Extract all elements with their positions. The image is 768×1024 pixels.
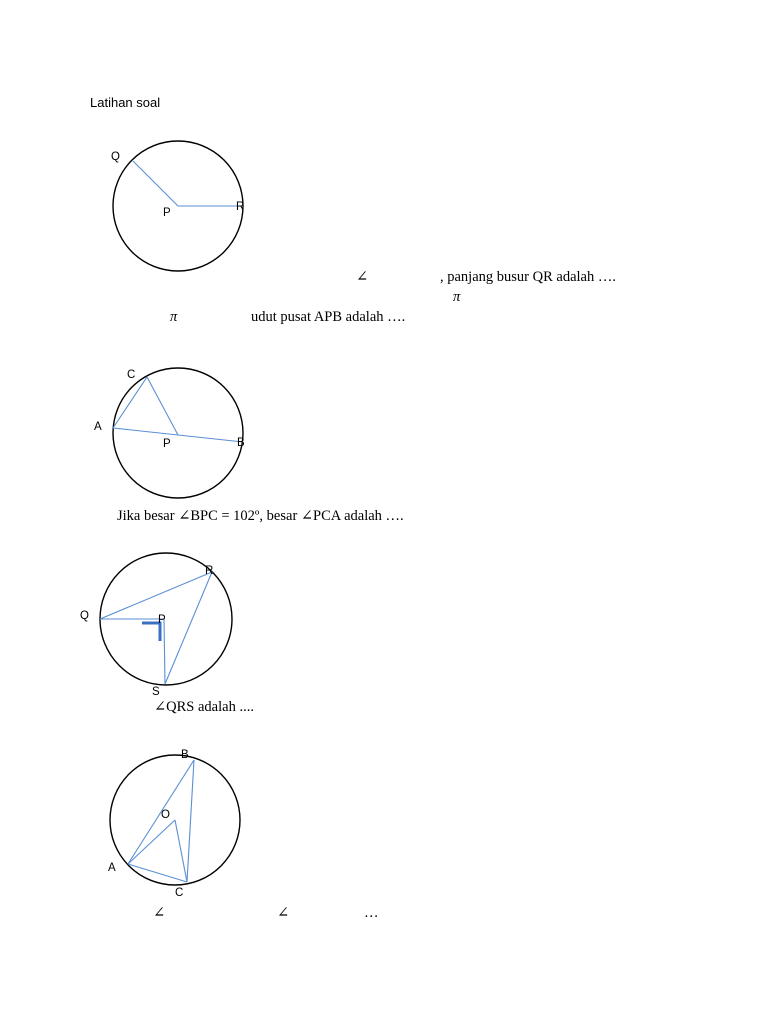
figure-3-label-q: Q bbox=[80, 610, 89, 622]
problem-1-pi-symbol-line-3: π bbox=[170, 309, 178, 325]
problem-1-pi-symbol-line-2: π bbox=[453, 289, 461, 305]
figure-3-label-p: P bbox=[158, 614, 166, 626]
figure-1-label-p: P bbox=[163, 207, 171, 219]
figure-3-label-r: R bbox=[205, 565, 214, 577]
figure-2-label-c: C bbox=[127, 369, 136, 381]
figure-3-label-s: S bbox=[152, 686, 160, 698]
figure-1-label-r: R bbox=[236, 201, 245, 213]
problem-3-text: ∠QRS adalah .... bbox=[154, 699, 254, 715]
figure-4-radius-oc bbox=[175, 820, 187, 882]
figure-4-label-b: B bbox=[181, 749, 189, 761]
problem-1-text-line-3: udut pusat APB adalah …. bbox=[251, 309, 406, 325]
figure-2-label-b: B bbox=[237, 437, 245, 449]
problem-4-angle-symbol-1: ∠ bbox=[153, 905, 166, 921]
figure-2-label-a: A bbox=[94, 421, 102, 433]
figure-4-chord-bc bbox=[187, 760, 194, 882]
figure-4-label-o: O bbox=[161, 809, 170, 821]
problem-4-angle-symbol-2: ∠ bbox=[277, 905, 290, 921]
problem-1-angle-symbol: ∠ bbox=[356, 269, 369, 285]
figure-4-label-c: C bbox=[175, 887, 184, 899]
figure-4-label-a: A bbox=[108, 862, 116, 874]
problem-4-ellipsis: … bbox=[364, 905, 379, 921]
page-heading: Latihan soal bbox=[90, 95, 161, 110]
figure-1-label-q: Q bbox=[111, 151, 120, 163]
problem-1-text-line-1: , panjang busur QR adalah …. bbox=[440, 269, 616, 285]
figure-2-label-p: P bbox=[163, 438, 171, 450]
problem-2-text: Jika besar ∠BPC = 102º, besar ∠PCA adalah …. bbox=[117, 508, 404, 524]
